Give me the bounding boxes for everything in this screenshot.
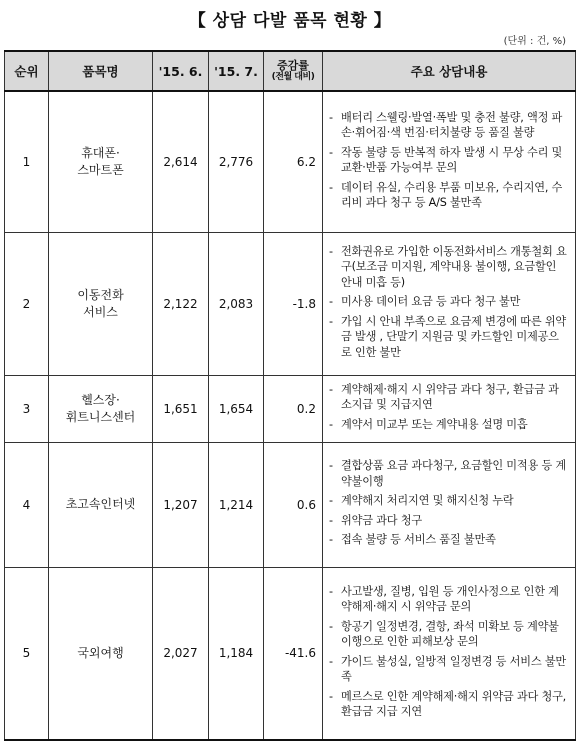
header-change-sub: (전월 대비) xyxy=(271,72,315,82)
content-item-text: 사고발생, 질병, 입원 등 개인사정으로 인한 계약해제·해지 시 위약금 문의 xyxy=(341,584,559,614)
july-count-cell: 1,654 xyxy=(209,375,264,442)
item-name-cell xyxy=(49,567,153,740)
content-item-text: 계약해제·해지 시 위약금 과다 청구, 환급금 과소지급 및 지급지연 xyxy=(341,382,559,412)
item-name-cell xyxy=(49,91,153,232)
content-item-text: 계약해지 처리지연 및 해지신청 누락 xyxy=(341,494,514,508)
bullet-dash: - xyxy=(329,513,333,527)
content-item xyxy=(329,689,569,720)
table-row xyxy=(5,232,576,375)
bullet-dash: - xyxy=(329,494,333,508)
rank-cell: 1 xyxy=(5,91,49,232)
content-item xyxy=(329,619,569,650)
content-item xyxy=(329,382,569,413)
header-rank: 순위 xyxy=(5,51,49,91)
june-count-cell: 1,651 xyxy=(153,375,209,442)
change-rate-cell: 0.2 xyxy=(264,375,323,442)
content-item xyxy=(329,458,569,489)
content-cell xyxy=(323,567,576,740)
content-item xyxy=(329,180,569,211)
content-item xyxy=(329,417,569,433)
bullet-dash: - xyxy=(329,382,333,396)
change-rate-cell: 0.6 xyxy=(264,442,323,567)
change-rate-cell: -1.8 xyxy=(264,232,323,375)
content-item-text: 계약서 미교부 또는 계약내용 설명 미흡 xyxy=(341,417,528,431)
header-content: 주요 상담내용 xyxy=(323,51,576,91)
june-count-cell: 1,207 xyxy=(153,442,209,567)
bullet-dash: - xyxy=(329,619,333,633)
content-item-text: 가이드 불성실, 일방적 일정변경 등 서비스 불만족 xyxy=(341,654,567,684)
page-title: 【 상담 다발 품목 현황 】 xyxy=(188,11,392,31)
header-item: 품목명 xyxy=(49,51,153,91)
content-item xyxy=(329,513,569,529)
content-cell xyxy=(323,91,576,232)
item-name-line: 초고속인터넷 xyxy=(65,497,136,511)
consultation-table xyxy=(4,50,576,741)
content-item-text: 메르스로 인한 계약해제·해지 위약금 과다 청구, 환급금 지급 지연 xyxy=(341,689,567,719)
content-item xyxy=(329,110,569,141)
bullet-dash: - xyxy=(329,314,333,328)
july-count-cell: 1,184 xyxy=(209,567,264,740)
bullet-dash: - xyxy=(329,584,333,598)
content-item xyxy=(329,584,569,615)
rank-cell: 5 xyxy=(5,567,49,740)
unit-note: (단위 : 건, %) xyxy=(503,36,566,47)
item-name-cell xyxy=(49,442,153,567)
item-name-line: 휴대폰· xyxy=(81,145,120,160)
table-body xyxy=(5,91,576,740)
table-row xyxy=(5,567,576,740)
header-change-label: 증감률 xyxy=(277,59,309,72)
content-item xyxy=(329,532,569,548)
content-item-text: 배터리 스웰링·발열·폭발 및 충전 불량, 액정 파손·휘어짐·색 번짐·터치불량 등 품질 불량 xyxy=(341,110,563,140)
june-count-cell: 2,614 xyxy=(153,91,209,232)
bullet-dash: - xyxy=(329,417,333,431)
table-row xyxy=(5,442,576,567)
july-count-cell: 2,776 xyxy=(209,91,264,232)
content-item xyxy=(329,314,569,361)
bullet-dash: - xyxy=(329,110,333,124)
bullet-dash: - xyxy=(329,533,333,547)
content-cell xyxy=(323,232,576,375)
content-item xyxy=(329,294,569,310)
item-name-cell xyxy=(49,375,153,442)
content-cell xyxy=(323,375,576,442)
item-name-cell xyxy=(49,232,153,375)
content-item xyxy=(329,654,569,685)
rank-cell: 4 xyxy=(5,442,49,567)
content-item-text: 작동 불량 등 반복적 하자 발생 시 무상 수리 및 교환·반품 가능여부 문의 xyxy=(341,145,563,175)
bullet-dash: - xyxy=(329,459,333,473)
change-rate-cell: 6.2 xyxy=(264,91,323,232)
item-name-line: 휘트니스센터 xyxy=(65,409,136,424)
rank-cell: 2 xyxy=(5,232,49,375)
content-item-text: 결합상품 요금 과다청구, 요금할인 미적용 등 계약불이행 xyxy=(341,459,567,488)
content-cell xyxy=(323,442,576,567)
table-header-row xyxy=(5,51,576,91)
item-name-line: 이동전화 xyxy=(77,287,124,302)
item-name-line: 헬스장· xyxy=(81,392,120,407)
june-count-cell: 2,027 xyxy=(153,567,209,740)
content-item-text: 전화권유로 가입한 이동전화서비스 개통철회 요구(보조금 미지원, 계약내용 불이행, 요금할인 안내 미흡 등) xyxy=(341,244,567,289)
header-change xyxy=(264,51,323,91)
bullet-dash: - xyxy=(329,244,333,258)
july-count-cell: 1,214 xyxy=(209,442,264,567)
content-item-text: 데이터 유실, 수리용 부품 미보유, 수리지연, 수리비 과다 청구 등 A/S 불만족 xyxy=(341,180,563,210)
june-count-cell: 2,122 xyxy=(153,232,209,375)
header-june: '15. 6. xyxy=(153,51,209,91)
content-item-text: 접속 불량 등 서비스 품질 불만족 xyxy=(341,533,496,547)
content-item-text: 항공기 일정변경, 결항, 좌석 미확보 등 계약불이행으로 인한 피해보상 문의 xyxy=(341,619,559,649)
bullet-dash: - xyxy=(329,654,333,668)
item-name-line: 스마트폰 xyxy=(77,162,124,177)
content-item xyxy=(329,244,569,291)
table-row xyxy=(5,91,576,232)
table-row xyxy=(5,375,576,442)
content-item xyxy=(329,145,569,176)
content-item-text: 위약금 과다 청구 xyxy=(341,513,422,527)
item-name-line: 국외여행 xyxy=(77,645,124,660)
bullet-dash: - xyxy=(329,145,333,159)
content-item xyxy=(329,493,569,509)
item-name-line: 서비스 xyxy=(83,304,118,319)
july-count-cell: 2,083 xyxy=(209,232,264,375)
header-july: '15. 7. xyxy=(209,51,264,91)
bullet-dash: - xyxy=(329,180,333,194)
rank-cell: 3 xyxy=(5,375,49,442)
content-item-text: 가입 시 안내 부족으로 요금제 변경에 따른 위약금 발생 , 단말기 지원금 및 카드할인 미제공으로 인한 불만 xyxy=(341,314,567,359)
bullet-dash: - xyxy=(329,295,333,309)
change-rate-cell: -41.6 xyxy=(264,567,323,740)
content-item-text: 미사용 데이터 요금 등 과다 청구 불만 xyxy=(341,295,521,309)
bullet-dash: - xyxy=(329,689,333,703)
